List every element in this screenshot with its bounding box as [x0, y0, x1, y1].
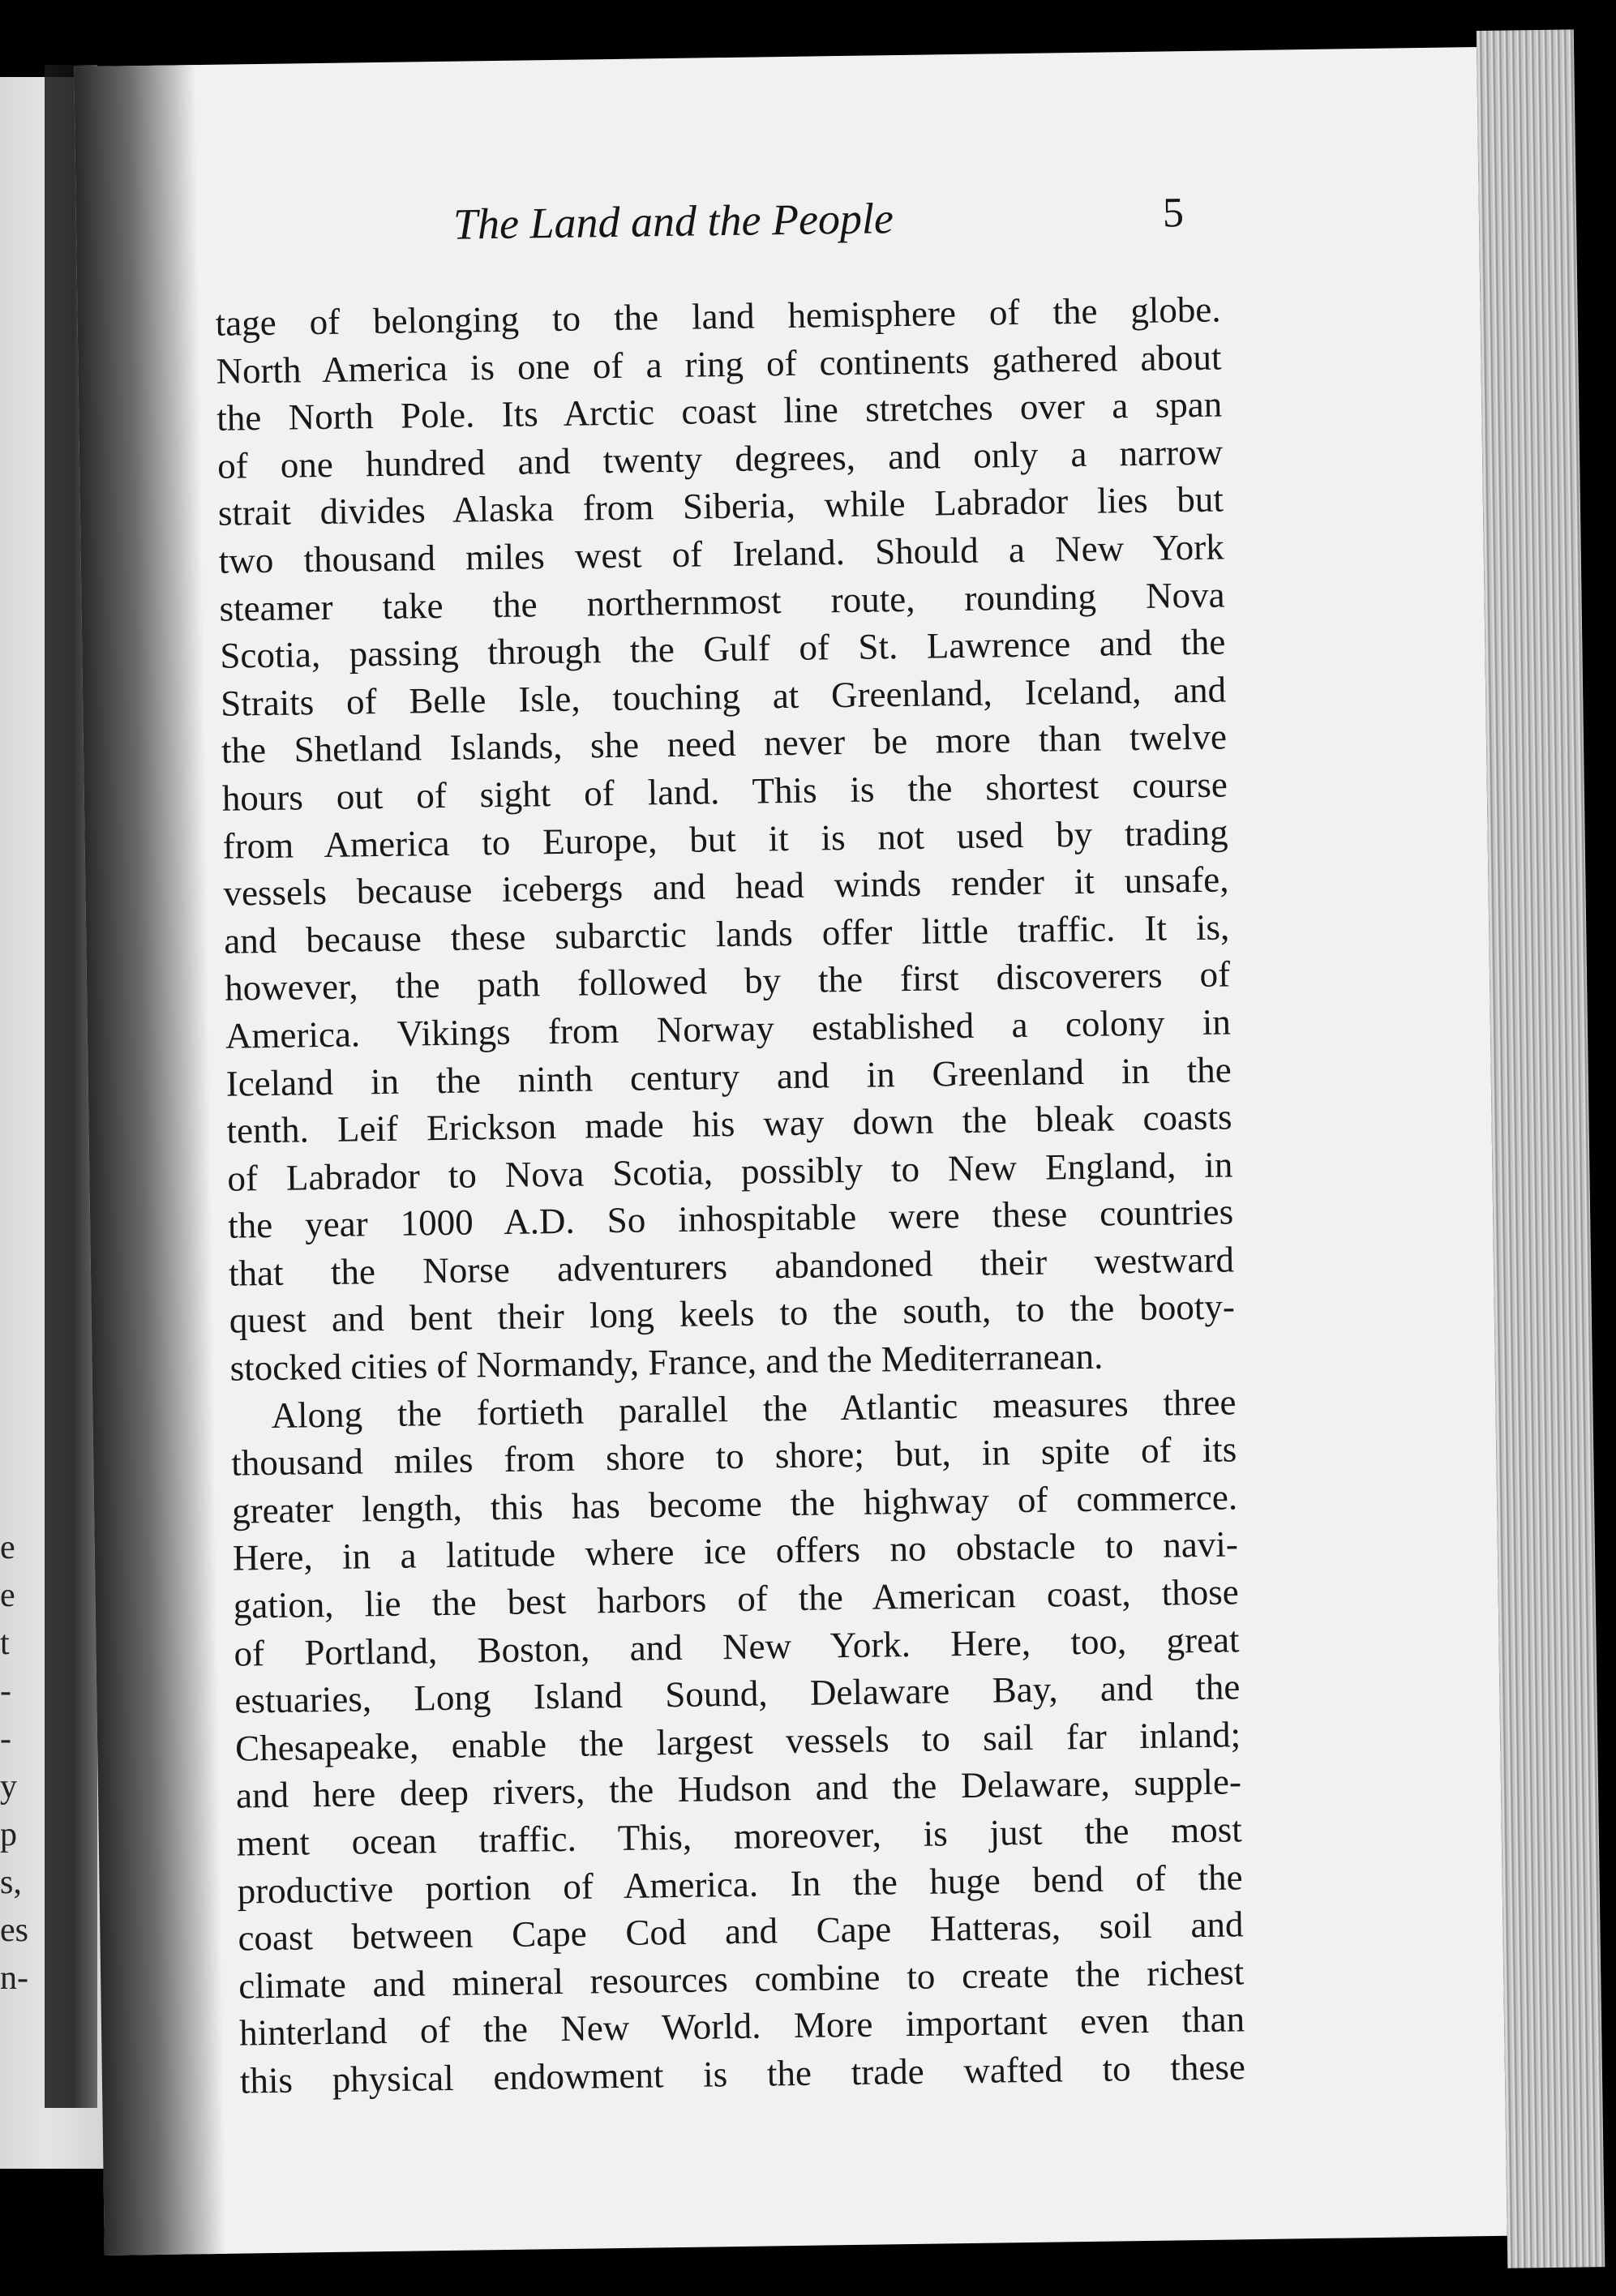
- text-line: hinterland of the New World. More important even than: [238, 1998, 1245, 2054]
- fragment: -: [0, 1673, 11, 1710]
- page-number: 5: [1162, 190, 1185, 237]
- running-head: The Land and the People: [452, 194, 894, 249]
- text-line: steamer take the northernmost route, rounding Nova: [219, 574, 1225, 629]
- facing-page-text-fragments: [0, 1524, 32, 2003]
- text-line: two thousand miles west of Ireland. Should a New York: [218, 526, 1224, 581]
- text-line: this physical endowment is the trade wafted to these: [239, 2046, 1246, 2101]
- text-line: Straits of Belle Isle, touching at Greenland, Iceland, and: [220, 669, 1227, 724]
- text-line: and here deep rivers, the Hudson and the Delaware, supple-: [235, 1761, 1242, 1817]
- text-line: Iceland in the ninth century and in Greenland in the: [225, 1048, 1232, 1104]
- fragment: t: [0, 1625, 10, 1662]
- text-line: tenth. Leif Erickson made his way down the bleak coasts: [226, 1096, 1232, 1151]
- text-line: vessels because icebergs and head winds render it unsafe,: [223, 859, 1229, 914]
- text-line: North America is one of a ring of continents gathered about: [216, 336, 1222, 392]
- text-line: from America to Europe, but it is not used by trading: [222, 811, 1228, 867]
- text-line: estuaries, Long Island Sound, Delaware Bay, and the: [234, 1666, 1241, 1721]
- text-line: Chesapeake, enable the largest vessels to sail far inland;: [234, 1714, 1241, 1769]
- text-line: climate and mineral resources combine to create the richest: [238, 1951, 1245, 2007]
- text-line: thousand miles from shore to shore; but, in spite of its: [230, 1429, 1237, 1484]
- text-line: of Portland, Boston, and New York. Here, too, great: [234, 1618, 1240, 1674]
- text-line: the North Pole. Its Arctic coast line stretches over a span: [216, 383, 1223, 439]
- text-line: strait divides Alaska from Siberia, while Labrador lies but: [217, 478, 1224, 534]
- text-line: hours out of sight of land. This is the shortest course: [221, 764, 1228, 819]
- fragment: p: [0, 1816, 17, 1853]
- text-line: Along the fortieth parallel the Atlantic measures three: [271, 1381, 1237, 1436]
- text-line: Scotia, passing through the Gulf of St. Lawrence and the: [220, 621, 1226, 676]
- page-edges: [1477, 29, 1605, 2268]
- fragment: n-: [0, 1960, 28, 1997]
- text-line: the year 1000 A.D. So inhospitable were these countries: [227, 1191, 1234, 1246]
- text-line: stocked cities of Normandy, France, and the Mediterranean.: [229, 1335, 1104, 1389]
- text-line: however, the path followed by the first discoverers of: [224, 953, 1231, 1009]
- fragment: y: [0, 1768, 17, 1806]
- text-line: greater length, this has become the highway of commerce.: [231, 1476, 1238, 1531]
- fragment: -: [0, 1720, 11, 1758]
- text-line: gation, lie the best harbors of the American coast, those: [233, 1571, 1239, 1626]
- book-page: [74, 47, 1507, 2255]
- fragment: e: [0, 1577, 15, 1614]
- text-line: Here, in a latitude where ice offers no obstacle to navi-: [232, 1523, 1239, 1579]
- page-header: [76, 185, 1480, 269]
- text-line: America. Vikings from Norway established a colony in: [225, 1001, 1232, 1056]
- text-line: of one hundred and twenty degrees, and only a narrow: [216, 431, 1224, 486]
- text-line: of Labrador to Nova Scotia, possibly to New England, in: [227, 1144, 1233, 1199]
- fragment: s,: [0, 1864, 22, 1901]
- text-line: tage of belonging to the land hemisphere of the globe.: [215, 289, 1221, 344]
- fragment: es: [0, 1912, 28, 1949]
- body-text: [215, 285, 1245, 2105]
- text-line: and because these subarctic lands offer little traffic. It is,: [223, 906, 1230, 962]
- text-line: coast between Cape Cod and Cape Hatteras, soil and: [238, 1904, 1244, 1959]
- text-line: ment ocean traffic. This, moreover, is just the most: [236, 1809, 1243, 1864]
- text-line: quest and bent their long keels to the south, to the booty-: [229, 1286, 1236, 1342]
- fragment: e: [0, 1529, 15, 1566]
- text-line: productive portion of America. In the huge bend of the: [237, 1856, 1243, 1912]
- text-line: the Shetland Islands, she need never be more than twelve: [221, 716, 1228, 772]
- text-line: that the Norse adventurers abandoned their westward: [228, 1239, 1235, 1294]
